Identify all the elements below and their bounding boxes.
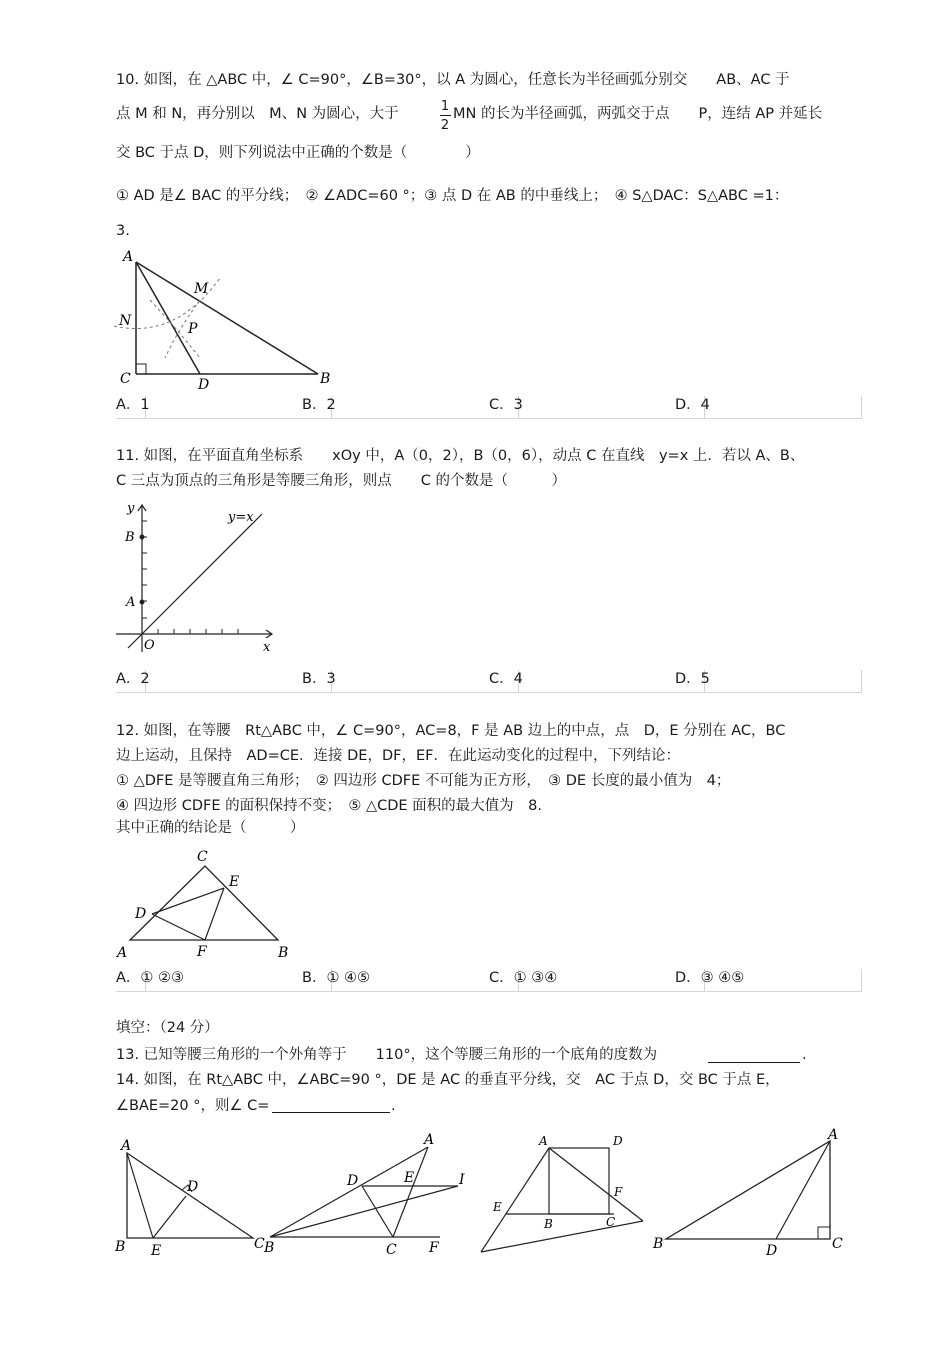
fig3-label-C: C [606,1215,616,1229]
q11-label-O: O [144,638,155,653]
bottom-figure-2 [262,1128,472,1260]
q12-line5: 其中正确的结论是（ ） [116,820,305,836]
q10-line2-b: MN 的长为半径画弧，两弧交于点 P，连结 AP 并延长 [453,106,823,122]
q10-line4: ① AD 是∠ BAC 的平分线； ② ∠ADC=60 °；③ 点 D 在 AB 的中垂线上； ④ S△DAC：S△ABC =1： [116,188,789,204]
q12-label-E: E [229,874,240,890]
fig1-label-C: C [254,1236,265,1252]
bottom-figure-3 [474,1128,654,1260]
q10-option-d[interactable]: D．4 [675,397,710,413]
q10-label-P: P [188,321,198,337]
q14-line2: ∠BAE=20 °，则∠ C= [116,1098,270,1114]
q10-line1: 10. 如图，在 △ABC 中，∠ C=90°，∠B=30°，以 A 为圆心，任意长为半径画弧分别交 AB、AC 于 [116,72,790,88]
q10-option-b[interactable]: B．2 [302,397,336,413]
fig3-label-B: B [544,1217,553,1231]
bottom-figure-4 [650,1124,850,1260]
q10-label-N: N [119,313,132,329]
fig4-label-B: B [653,1236,664,1252]
q12-line3: ① △DFE 是等腰直角三角形； ② 四边形 CDFE 不可能为正方形， ③ DE 长度的最小值为 4； [116,773,731,789]
q10-line5: 3. [116,223,130,239]
q12-label-B: B [278,945,289,961]
fig2-label-F: F [429,1240,439,1256]
q12-option-b[interactable]: B．① ④⑤ [302,970,371,986]
q10-label-A: A [123,249,134,265]
q11-line2: C 三点为顶点的三角形是等腰三角形，则点 C 的个数是（ ） [116,473,566,489]
q12-option-d[interactable]: D．③ ④⑤ [675,970,745,986]
q11-line1: 11. 如图，在平面直角坐标系 xOy 中，A（0，2），B（0，6），动点 C 在直线 y=x 上．若以 A、B、 [116,448,805,464]
q13-text: 13. 已知等腰三角形的一个外角等于 110°，这个等腰三角形的一个底角的度数为 [116,1047,658,1063]
fig1-label-D: D [187,1179,199,1195]
fig2-label-I: I [459,1172,465,1188]
q11-option-b[interactable]: B．3 [302,671,336,687]
fig1-label-E: E [151,1243,162,1259]
bottom-figure-1 [110,1130,275,1260]
q11-option-a[interactable]: A．2 [116,671,150,687]
fill-heading: 填空：（24 分） [116,1020,219,1036]
q14-period: . [391,1098,396,1114]
fig3-label-F: F [614,1185,623,1199]
q12-label-F: F [197,944,207,960]
q10-fraction-bar [440,115,451,116]
fig2-label-D: D [347,1173,359,1189]
q10-label-B: B [320,371,331,387]
fig3-label-D: D [613,1134,623,1148]
q14-answer-blank[interactable] [272,1112,390,1113]
q12-option-c[interactable]: C．① ③④ [489,970,558,986]
q12-figure [112,844,302,966]
q11-label-B: B [125,530,135,545]
q12-line1: 12. 如图，在等腰 Rt△ABC 中，∠ C=90°，AC=8，F 是 AB 边上的中点，点 D，E 分别在 AC，BC [116,723,786,739]
fig4-label-D: D [766,1243,778,1259]
q10-label-M: M [194,281,209,297]
fig1-label-B: B [115,1239,126,1255]
q13-period: . [802,1047,807,1063]
q10-fraction-denominator: 2 [440,118,450,133]
q10-option-c[interactable]: C．3 [489,397,523,413]
fig4-label-C: C [832,1236,843,1252]
q11-figure [112,498,282,658]
q12-label-C: C [197,849,208,865]
fig3-label-E: E [493,1200,502,1214]
fig2-label-B: B [264,1240,275,1256]
q12-label-A: A [117,945,128,961]
fig2-label-E: E [404,1170,415,1186]
q10-option-a[interactable]: A．1 [116,397,150,413]
fig2-label-C: C [386,1242,397,1258]
q11-label-line: y=x [228,510,254,525]
q12-option-a[interactable]: A．① ②③ [116,970,185,986]
q10-figure [112,245,342,395]
q11-label-y: y [127,501,135,516]
q12-line2: 边上运动，且保持 AD=CE．连接 DE，DF，EF．在此运动变化的过程中，下列结论： [116,748,680,764]
q11-option-d[interactable]: D．5 [675,671,710,687]
q13-answer-blank[interactable] [708,1062,800,1063]
q10-line3: 交 BC 于点 D，则下列说法中正确的个数是（ ） [116,145,480,161]
q12-line4: ④ 四边形 CDFE 的面积保持不变； ⑤ △CDE 面积的最大值为 8. [116,798,543,814]
q10-line2-a: 点 M 和 N，再分别以 M、N 为圆心，大于 [116,106,399,122]
q10-label-D: D [198,377,210,393]
q14-line1: 14. 如图，在 Rt△ABC 中，∠ABC=90 °，DE 是 AC 的垂直平分线，交 AC 于点 D，交 BC 于点 E， [116,1072,780,1088]
q12-label-D: D [135,906,147,922]
q10-label-C: C [120,371,131,387]
fig1-label-A: A [121,1138,132,1154]
fig2-label-A: A [424,1132,435,1148]
fig4-label-A: A [828,1127,839,1143]
q11-label-A: A [126,595,136,610]
q11-label-x: x [263,640,271,655]
q11-option-c[interactable]: C．4 [489,671,523,687]
q10-fraction-numerator: 1 [440,99,450,114]
fig3-label-A: A [539,1134,548,1148]
